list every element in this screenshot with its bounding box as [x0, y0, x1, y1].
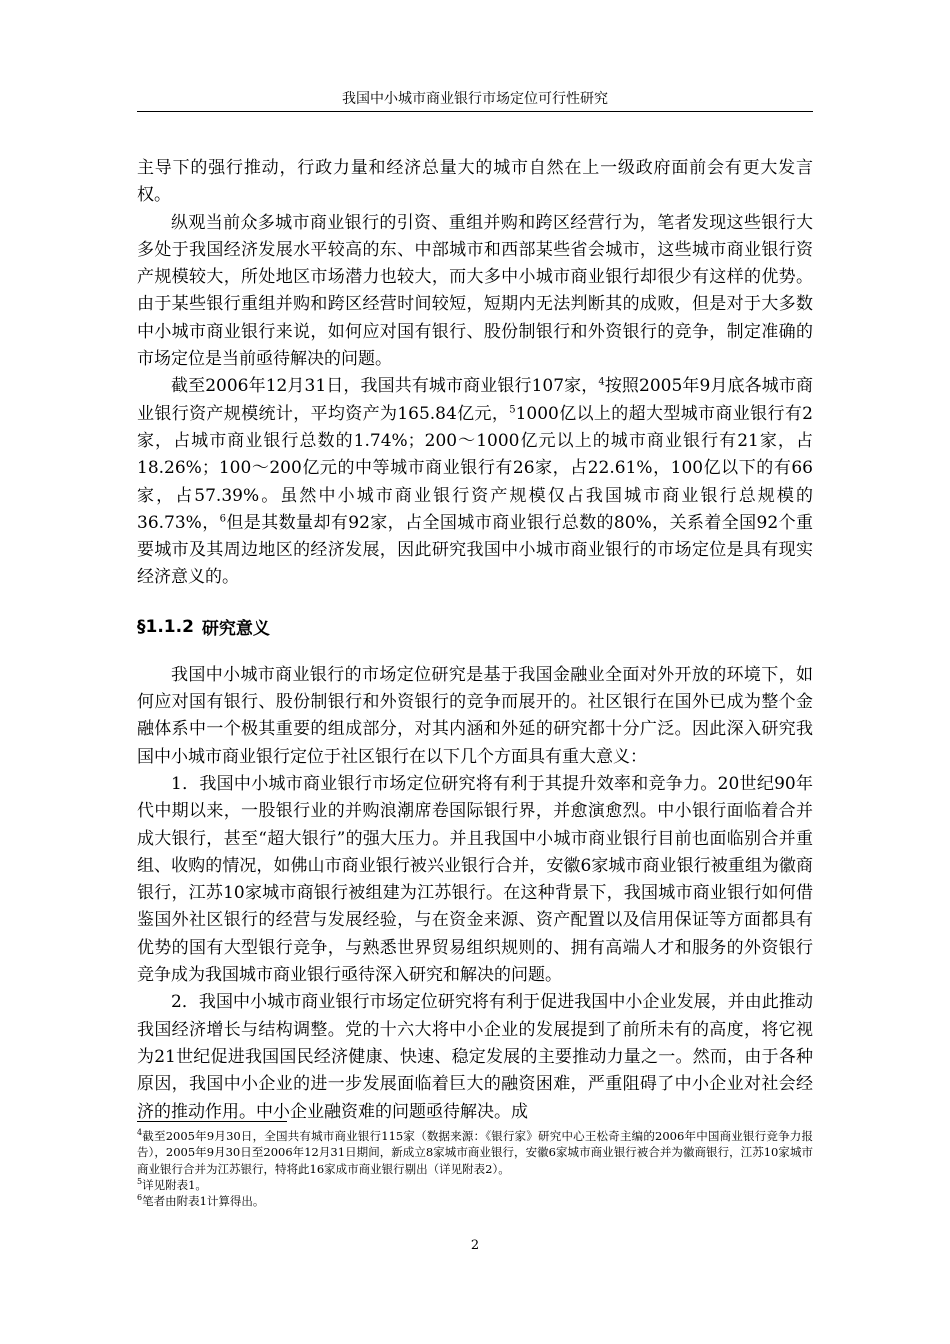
section-heading	[137, 592, 813, 662]
header-rule	[137, 111, 813, 112]
section-number: §1.1.2	[137, 616, 194, 637]
footnote-6-text: 笔者由附表1计算得出。	[142, 1194, 265, 1209]
footnote-ref-6[interactable]: 6	[219, 513, 227, 525]
page-number: 2	[470, 1238, 480, 1253]
paragraph-3-part-c: 1000亿以上的超大型城市商业银行有2家，占城市商业银行总数的1.74%；200～1000亿元以上的城市商业银行有21家，占18.26%；100～200亿元的中等城市商业银行有26家，占22.61%，100亿以下的有66家，占57.39%。虽然中小城市商业银行资产规模仅占我国城市商业银行总规模的36.73%，	[137, 403, 813, 533]
footnote-5-text: 详见附表1。	[142, 1177, 207, 1192]
paragraph-3-part-d: 但是其数量却有92家，占全国城市商业银行总数的80%，关系着全国92个重要城市及其周边地区的经济发展，因此研究我国中小城市商业银行的市场定位是具有现实经济意义的。	[137, 512, 813, 588]
footnote-rule	[137, 1121, 287, 1122]
footnote-mark-4: 4	[137, 1128, 143, 1138]
paragraph-5: 1．我国中小城市商业银行市场定位研究将有利于其提升效率和竞争力。20世纪90年代中期以来，一股银行业的并购浪潮席卷国际银行界，并愈演愈烈。中小银行面临着合并成大银行，甚至“超大银行”的强大压力。并且我国中小城市商业银行目前也面临别合并重组、收购的情况，如佛山市商业银行被兴业银行合并，安徽6家城市商业银行被重组为徽商银行，江苏10家城市商银行被组建为江苏银行。在这种背景下，我国城市商业银行如何借鉴国外社区银行的经营与发展经验，与在资金来源、资产配置以及信用保证等方面都具有优势的国有大型银行竞争，与熟悉世界贸易组织规则的、拥有高端人才和服务的外资银行竞争成为我国城市商业银行亟待深入研究和解决的问题。	[137, 773, 813, 986]
paragraph-3-part-a: 截至2006年12月31日，我国共有城市商业银行107家，	[171, 376, 599, 397]
paragraph-2: 纵观当前众多城市商业银行的引资、重组并购和跨区经营行为，笔者发现这些银行大多处于我国经济发展水平较高的东、中部城市和西部某些省会城市，这些城市商业银行资产规模较大，所处地区市场潜力也较大，而大多中小城市商业银行却很少有这样的优势。由于某些银行重组并购和跨区经营时间较短，短期内无法判断其的成败，但是对于大多数中小城市商业银行来说，如何应对国有银行、股份制银行和外资银行的竞争，制定准确的市场定位是当前亟待解决的问题。	[137, 212, 813, 370]
paragraph-4: 我国中小城市商业银行的市场定位研究是基于我国金融业全面对外开放的环境下，如何应对国有银行、股份制银行和外资银行的竞争而展开的。社区银行在国外已成为整个金融体系中一个极其重要的组成部分，对其内涵和外延的研究都十分广泛。因此深入研究我国中小城市商业银行定位于社区银行在以下几个方面具有重大意义：	[137, 664, 813, 767]
footnote-mark-6: 6	[137, 1193, 143, 1203]
footnote-mark-5: 5	[137, 1177, 143, 1187]
paragraph-1: 主导下的强行推动，行政力量和经济总量大的城市自然在上一级政府面前会有更大发言权。	[137, 158, 813, 206]
footnotes	[137, 1128, 813, 1209]
footnote-5	[137, 1177, 813, 1193]
paragraph-3-part-b: 按照2005年9月底各城市商业银行资产规模统计，平均资产为165.84亿元，	[137, 376, 813, 424]
section-title: 研究意义	[201, 619, 270, 640]
paragraph-6: 2．我国中小城市商业银行市场定位研究将有利于促进我国中小企业发展，并由此推动我国经济增长与结构调整。党的十六大将中小企业的发展提到了前所未有的高度，将它视为21世纪促进我国国民经济健康、快速、稳定发展的主要推动力量之一。然而，由于各种原因，我国中小企业的进一步发展面临着巨大的融资困难，严重阻碍了中小企业对社会经济的推动作用。中小企业融资难的问题亟待解决。成	[137, 992, 813, 1122]
footnote-4-text: 截至2005年9月30日，全国共有城市商业银行115家（数据来源：《银行家》研究中心王松奇主编的2006年中国商业银行竞争力报告），2005年9月30日至2006年12月31日期间，新成立8家城市商业银行，安徽6家城市商业银行被合并为徽商银行，江苏10家城市商业银行合并为江苏银行，特将此16家成市商业银行剔出（详见附表2）。	[137, 1129, 813, 1176]
footnote-4	[137, 1128, 813, 1177]
footnote-6	[137, 1193, 813, 1209]
running-header: 我国中小城市商业银行市场定位可行性研究	[342, 91, 608, 107]
body-text	[137, 155, 813, 1126]
footnote-ref-5[interactable]: 5	[509, 404, 516, 416]
paragraph-3	[137, 373, 813, 591]
footnote-ref-4[interactable]: 4	[598, 376, 605, 388]
